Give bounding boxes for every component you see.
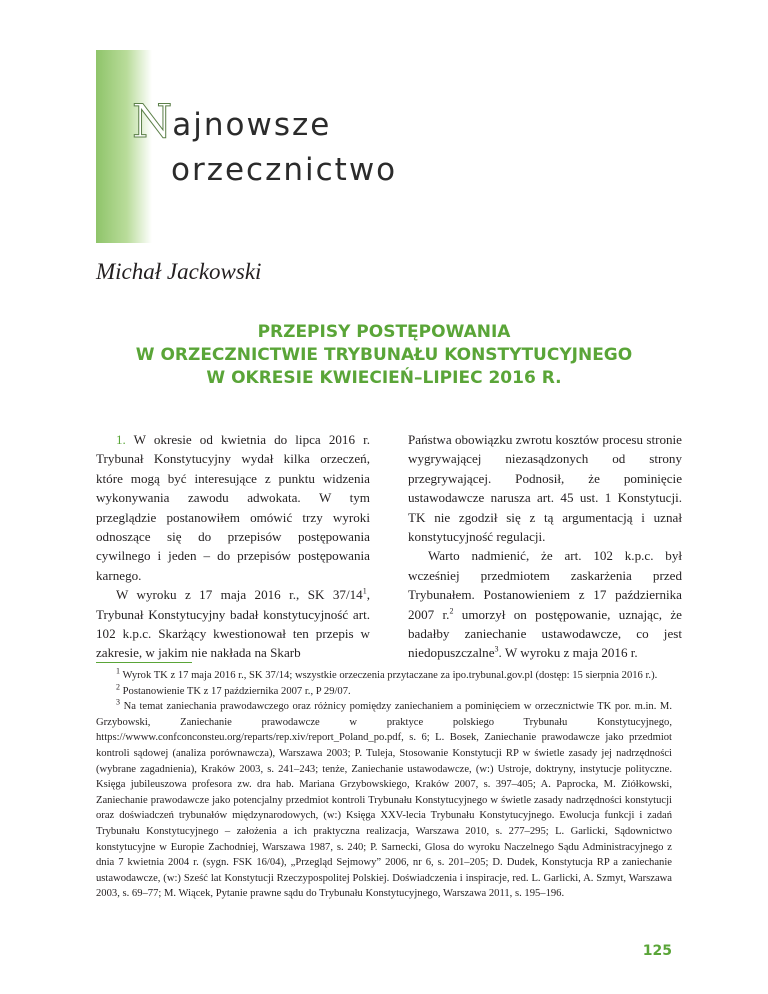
footnote: $^2$ Postanowienie TK z 17 października 2007 r., P 29/07. (116, 682, 351, 697)
footnote-ref: 2 (449, 606, 454, 616)
footnote: $^1$ Wyrok TK z 17 maja 2016 r., SK 37/14; wszystkie orzeczenia przytaczane za ipo.trybunal.gov.pl (dostęp: 15 sierpnia 2016 r.). (116, 666, 658, 681)
footnote-ref: 1 (362, 586, 367, 596)
paragraph: Warto nadmienić, że art. 102 k.p.c. był wcześniej przedmiotem zaskarżenia przed Trybunałem. Postanowieniem z 17 października 2007 r.$^2$ umorzył on postępowanie, uznając, że badałby zaniechanie ustawodawcze, co jest niedopuszczalne$^3$. W wyroku z maja 2016 r. (408, 548, 682, 661)
footnote-separator (96, 662, 192, 663)
author-name: Michał Jackowski (96, 259, 262, 284)
body-column-left (96, 430, 370, 663)
paragraph: W wyroku z 17 maja 2016 r., SK $37/14^1$, Trybunał Konstytucyjny badał konstytucyjność art. 102 k.p.c. Skarżący kwestionował ten przepis w zakresie, w jakim nie nakłada na Skarb (96, 586, 370, 661)
section-initial: N (132, 94, 173, 148)
title-line: W OKRESIE KWIECIEŃ–LIPIEC 2016 R. (206, 368, 562, 388)
page-number: 125 (642, 943, 672, 959)
section-line2: orzecznictwo (171, 151, 398, 188)
section-line1: ajnowsze (172, 107, 332, 143)
paragraph-number: 1. (116, 432, 126, 447)
section-heading (132, 92, 397, 190)
footnotes (96, 668, 672, 902)
paragraph-continued: Państwa obowiązku zwrotu kosztów procesu stronie wygrywającej niezasądzonych od strony przegrywającej. Podnosił, że pominięcie ustawodawcze narusza art. 45 ust. 1 Konstytucji. TK nie zgodził się z tą argumentacją i uznał konstytucyjność regulacji. (408, 432, 682, 545)
body-column-right (408, 430, 682, 663)
footnote-ref: 3 (494, 645, 499, 655)
title-line: PRZEPISY POSTĘPOWANIA (257, 322, 511, 342)
title-line: W ORZECZNICTWIE TRYBUNAŁU KONSTYTUCYJNEGO (135, 345, 633, 365)
footnote: $^3$ Na temat zaniechania prawodawczego oraz różnicy pomiędzy zaniechaniem a pominięciem w orzecznictwie TK por. m.in. M. Grzybowski, Zaniechanie prawodawcze w praktyce polskiego Trybunału Konstytucyjnego, https://wwww.confconconsteu.org/reparts/rep.xiv/report_Poland_po.pdf, s. 6; L. Bosek, Zaniechanie prawodawcze jako przedmiot kontroli sądowej (analiza porównawcza), Warszawa 2003; P. Tuleja, Stosowanie Konstytucji RP w świetle zasady jej nadrzędności (wybrane zagadnienia), Kraków 2003, s. 241–243; tenże, Zaniechanie ustawodawcze, (w:) Ustroje, doktryny, instytucje polityczne. Księga jubileuszowa profesora zw. dra hab. Mariana Grzybowskiego, Kraków 2007, s. 397–405; A. Paprocka, M. Ziółkowski, Zaniechanie prawodawcze jako potencjalny przedmiot kontroli Trybunału Konstytucyjnego w świetle zasady nadrzędności konstytucji oraz doświadczeń trybunałów międzynarodowych, (w:) Księga XXV-lecia Trybunału Konstytucyjnego. Ewolucja funkcji i zadań Trybunału Konstytucyjnego – założenia a ich praktyczna realizacja, Warszawa 2010, s. 277–295; L. Garlicki, Sądownictwo konstytucyjne w Europie Zachodniej, Warszawa 1987, s. 240; P. Sarnecki, Glosa do wyroku Naczelnego Sądu Administracyjnego z dnia 7 kwietnia 2004 r. (sygn. FSK 16/04), „Przegląd Sejmowy” 2006, nr 6, s. 201–205; D. Dudek, Konstytucja RP a zaniechanie ustawodawcze, (w:) Sześć lat Konstytucji Rzeczypospolitej Polskiej. Doświadczenia i inspiracje, red. L. Garlicki, A. Szmyt, Warszawa 2003, s. 69–77; M. Wiącek, Pytanie prawne sądu do Trybunału Konstytucyjnego, Warszawa 2011, s. 195–196. (96, 697, 672, 900)
paragraph: 1. W okresie od kwietnia do lipca 2016 r. Trybunał Konstytucyjny wydał kilka orzeczeń, które mogą być interesujące z punktu widzenia wykonywania zawodu adwokata. W tym przeglądzie postanowiłem omówić trzy wyroki odnoszące się do przepisów postępowania cywilnego i jeden – do przepisów postępowania karnego. (96, 432, 370, 583)
article-title (96, 321, 672, 390)
